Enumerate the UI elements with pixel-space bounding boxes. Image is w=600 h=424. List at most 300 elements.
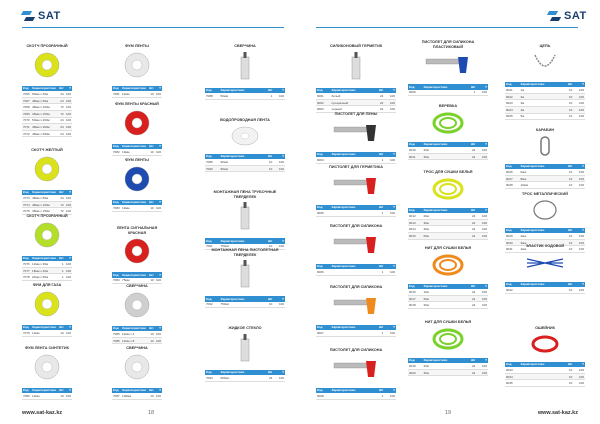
table-row [22, 104, 72, 111]
table-header: Шт [563, 228, 574, 234]
table-cell: 100 [573, 93, 585, 100]
table-row [316, 330, 396, 336]
table-cell: 19мм [121, 205, 148, 211]
table-header: Код [316, 264, 330, 270]
product-image [22, 290, 72, 323]
table-cell: 24 [466, 369, 477, 376]
spec-table [408, 84, 488, 96]
table-cell: 7070 [23, 118, 30, 123]
table-header: Т [155, 272, 162, 278]
table-header: Шт [466, 142, 477, 148]
product-block [408, 104, 488, 160]
product-image [112, 353, 162, 386]
spec-table [205, 370, 285, 382]
table-cell: 24 [374, 106, 385, 113]
table-header: Т [273, 296, 285, 302]
table-cell: 500мл [219, 375, 262, 381]
table-cell: 7090 [205, 165, 219, 172]
table-cell: 1 [58, 261, 65, 267]
table-header: Т [273, 238, 285, 244]
table-header: Код [112, 326, 121, 332]
spec-table [316, 388, 396, 400]
product-image [112, 109, 162, 142]
table-cell: 30м [422, 153, 465, 160]
table-cell: 100 [573, 239, 585, 246]
product-title: ЭЛАСТИК ХОДОВОЙ [525, 244, 565, 248]
table-cell: 100 [476, 289, 488, 295]
table-cell: 10 [263, 302, 274, 308]
table-header: Т [65, 256, 72, 262]
tape-roll-icon [112, 237, 162, 265]
table-cell: 12мм х 30м [31, 261, 58, 267]
table-cell: 7084 [113, 278, 120, 283]
table-header: Характеристики [121, 200, 148, 206]
product-block [408, 170, 488, 240]
table-header: Код [316, 325, 330, 331]
tape-roll-icon [22, 155, 72, 183]
table-cell: 100 [65, 111, 71, 116]
tape-roll-icon [112, 51, 162, 79]
table-cell: 9031 [505, 246, 519, 253]
table-header: Характеристики [219, 238, 262, 244]
table-cell: 7077 [23, 268, 30, 273]
table-cell: 7088 [205, 93, 219, 99]
spec-table [505, 362, 585, 387]
table-cell: 1 [374, 157, 385, 163]
product-title: МОНТАЖНАЯ ПЕНА ПИСТОЛЕТНАЯ ТВЕРДЕЛЕК [211, 248, 279, 257]
table-cell: 4м [519, 106, 562, 113]
table-cell: 7067 [23, 98, 30, 103]
product-block [205, 326, 285, 382]
product-image [205, 333, 285, 368]
table-cell: 7086 [113, 338, 120, 343]
spec-table [205, 88, 285, 100]
table-cell: 9002 [316, 99, 330, 106]
table-cell: 30м [422, 219, 465, 226]
table-cell: 9006 [316, 269, 330, 275]
table-cell: 12мм х 8 [121, 337, 148, 344]
table-cell: 4мм [519, 246, 562, 253]
spec-table [408, 284, 488, 309]
table-cell: 24 [466, 363, 477, 369]
spec-table [408, 208, 488, 240]
dog-collar-icon [505, 333, 585, 355]
table-cell: 24 [58, 195, 65, 201]
table-cell: 100 [476, 147, 488, 153]
table-header: Шт [466, 284, 477, 290]
product-image [112, 291, 162, 324]
table-cell: 100 [384, 210, 396, 216]
table-header: Т [155, 200, 162, 206]
header-divider [316, 27, 578, 28]
spec-table [408, 358, 488, 377]
spec-table [22, 388, 72, 400]
table-cell [519, 287, 562, 293]
table-cell: 7076 [23, 261, 30, 266]
table-header: Шт [149, 144, 154, 149]
table-cell: 10 [148, 205, 155, 211]
table-header: Шт [59, 86, 64, 91]
header-divider [22, 27, 284, 28]
product-block [112, 284, 162, 344]
table-cell: 20м [422, 147, 465, 153]
table-cell [519, 380, 562, 387]
table-cell: 10 [148, 393, 155, 399]
page-number: 18 [148, 410, 155, 416]
table-header: Характеристики [422, 284, 465, 290]
table-cell: 100 [384, 269, 396, 275]
table-cell: 9001 [316, 93, 330, 99]
table-cell: 10 [563, 169, 574, 175]
caulking-gun-icon [408, 51, 488, 77]
table-cell: 10 [58, 393, 65, 399]
table-cell: 100 [65, 118, 71, 123]
table-cell: 7069 [23, 111, 30, 116]
table-cell: 9029 [505, 233, 519, 239]
table-cell: 100 [155, 393, 161, 398]
table-cell: 750мл [219, 302, 262, 308]
tube-icon [205, 259, 285, 289]
table-cell: 7089 [205, 159, 219, 165]
tube-icon [316, 51, 396, 81]
table-header: Характеристики [121, 388, 148, 394]
table-cell: 40м [422, 226, 465, 233]
table-cell: 100 [384, 106, 396, 113]
product-image [408, 253, 488, 282]
product-block [316, 112, 396, 164]
table-cell: 10 [148, 149, 155, 155]
brand-logo [548, 10, 587, 22]
product-image [408, 177, 488, 206]
table-header: Код [205, 238, 219, 244]
product-image [505, 51, 585, 80]
spec-table [316, 205, 396, 217]
table-header: Код [505, 82, 519, 88]
table-cell: 7092 [205, 302, 219, 308]
product-image [205, 259, 285, 294]
product-title: ФУМ ЛЕНТЫ КРАСНЫЙ [115, 102, 159, 106]
table-cell: 10 [563, 287, 574, 293]
table-header: Т [384, 388, 396, 394]
table-header: Шт [149, 272, 154, 277]
table-header: Характеристики [330, 388, 373, 394]
table-header: Код [408, 142, 422, 148]
table-header: Характеристики [219, 370, 262, 376]
product-title: СКОТЧ ПРОЗРАЧНЫЙ [26, 44, 68, 48]
table-cell: 100 [573, 100, 585, 107]
table-header: Характеристики [121, 272, 148, 278]
table-cell: 7085 [113, 331, 120, 336]
table-cell: 12мм х 4 [121, 331, 148, 337]
table-header: Код [205, 370, 219, 376]
table-header: Характеристики [519, 228, 562, 234]
table-cell: 10 [263, 244, 274, 250]
tube-icon [205, 333, 285, 363]
table-cell: 100 [65, 91, 71, 96]
product-title: КАРАБИН [535, 128, 555, 132]
table-row [408, 369, 488, 376]
table-row [22, 330, 72, 336]
table-cell: 100 [65, 393, 71, 398]
table-row [112, 205, 162, 211]
table-cell: 48мм х 50м [31, 195, 58, 201]
table-header: Код [205, 296, 219, 302]
table-cell: 24 [58, 124, 65, 131]
table-cell: 9027 [505, 175, 519, 182]
table-row [505, 175, 585, 182]
rope-coil-icon [408, 111, 488, 135]
table-cell: 10 [58, 330, 65, 336]
product-title: СВЕРЧИНА [234, 44, 256, 48]
table-cell: 10 [563, 380, 574, 387]
table-cell: 20м [422, 363, 465, 369]
table-header: Т [155, 86, 162, 92]
spec-table [112, 326, 162, 345]
product-image [205, 51, 285, 86]
table-cell: 100 [476, 90, 488, 96]
table-row [408, 90, 488, 96]
table-cell: 100 [476, 232, 488, 239]
table-header: Код [22, 256, 31, 262]
table-cell: 1 [263, 93, 274, 99]
product-image [22, 353, 72, 386]
table-header: Характеристики [31, 325, 58, 331]
sat-logo-icon [548, 11, 561, 22]
table-header: Код [505, 164, 519, 170]
table-cell: 7072 [23, 131, 30, 136]
table-cell: 10 [563, 373, 574, 380]
table-cell: 100 [155, 331, 161, 336]
product-block [112, 226, 162, 284]
table-header: Код [408, 358, 422, 364]
table-cell: 100 [155, 91, 161, 96]
table-header: Т [65, 325, 72, 331]
table-header: Характеристики [422, 142, 465, 148]
tape-roll-icon [112, 353, 162, 381]
table-cell: 100 [476, 226, 488, 233]
table-cell: 24 [263, 375, 274, 381]
table-header: Характеристики [31, 86, 58, 92]
product-block [316, 348, 396, 400]
tape-roll-icon [112, 291, 162, 319]
product-title: ПИСТОЛЕТ ДЛЯ СИЛИКОНА [329, 224, 383, 228]
product-block [505, 128, 585, 189]
table-header: Код [112, 200, 121, 206]
table-header: Код [112, 272, 121, 278]
table-cell: 10м [422, 289, 465, 295]
table-cell [422, 90, 465, 96]
product-image [408, 327, 488, 356]
product-image [316, 119, 396, 150]
spec-table [316, 88, 396, 113]
table-cell: 9033 [505, 367, 519, 373]
table-cell: 9035 [505, 380, 519, 387]
tape-roll-icon [112, 109, 162, 137]
table-cell: 100мм [121, 393, 148, 399]
table-cell: 9005 [316, 210, 330, 216]
table-cell: 72 [58, 201, 65, 208]
table-row [408, 226, 488, 233]
table-cell: 9015 [408, 232, 422, 239]
product-image [205, 125, 285, 152]
table-header: Характеристики [219, 154, 262, 160]
table-header: Шт [374, 205, 385, 211]
table-header: Шт [263, 88, 274, 94]
table-header: Шт [466, 358, 477, 364]
rope-coil-icon [408, 253, 488, 277]
product-image [22, 221, 72, 254]
table-row [316, 157, 396, 163]
table-header: Шт [374, 152, 385, 158]
table-cell: 24 [58, 130, 65, 137]
table-row [112, 91, 162, 97]
table-row [112, 278, 162, 284]
table-cell: 9034 [505, 373, 519, 380]
table-cell: 7082 [113, 149, 120, 154]
table-cell [330, 157, 373, 163]
product-block [408, 320, 488, 376]
table-header: Характеристики [330, 205, 373, 211]
table-header: Шт [466, 84, 477, 90]
table-cell: 100 [573, 113, 585, 120]
product-title: СКОТЧ ЖЕЛТЫЙ [31, 148, 63, 152]
product-image [316, 355, 396, 386]
table-header: Т [155, 388, 162, 394]
spec-table [408, 142, 488, 161]
product-title: ПИСТОЛЕТ ДЛЯ СИЛИКОНА [329, 348, 383, 352]
table-cell: 6мм [519, 169, 562, 175]
table-row [205, 375, 285, 381]
product-title: ПИСТОЛЕТ ДЛЯ СИЛИКОНА [329, 285, 383, 289]
product-block [408, 40, 488, 96]
product-title: ТРОС МЕТАЛЛИЧЕСКИЙ [522, 192, 568, 196]
table-cell: 24 [374, 99, 385, 106]
tape-roll-icon [205, 125, 285, 147]
table-cell: 9020 [408, 369, 422, 376]
table-cell: 24 [58, 117, 65, 124]
table-cell: 100 [384, 393, 396, 399]
table-cell: 12мм [31, 330, 58, 336]
table-cell: черный [330, 106, 373, 113]
table-cell: 18мм х 40м [31, 267, 58, 274]
tape-roll-icon [22, 353, 72, 381]
spec-table [22, 190, 72, 215]
table-header: Код [316, 205, 330, 211]
table-cell: 12мм [31, 393, 58, 399]
bungee-cord-icon [505, 251, 585, 275]
rope-coil-icon [408, 177, 488, 201]
product-image [112, 165, 162, 198]
table-cell: 24 [466, 295, 477, 302]
product-title: СВЕРЧИНА [126, 346, 148, 350]
table-header: Код [205, 154, 219, 160]
table-header: Т [573, 282, 585, 288]
table-cell: 750мл [219, 244, 262, 250]
table-cell: 100 [573, 169, 585, 175]
table-row [505, 287, 585, 293]
table-cell: 100 [573, 380, 585, 387]
product-image [505, 333, 585, 360]
right-page [300, 0, 600, 424]
spec-table [205, 154, 285, 173]
table-row [205, 165, 285, 172]
table-header: Шт [563, 164, 574, 170]
table-header: Код [505, 362, 519, 368]
table-cell: 100 [65, 268, 71, 273]
table-row [505, 113, 585, 120]
table-cell: 10 [563, 100, 574, 107]
table-row [22, 130, 72, 137]
table-cell: 100 [476, 213, 488, 219]
table-header: Код [112, 86, 121, 92]
product-title: ОШЕЙНИК [535, 326, 555, 330]
table-cell: 100 [65, 124, 71, 129]
table-cell: 12мм [121, 91, 148, 97]
table-cell: 1 [58, 267, 65, 274]
table-cell [519, 373, 562, 380]
table-cell: 9019 [408, 363, 422, 369]
cable-icon [505, 199, 585, 221]
table-header: Шт [563, 282, 574, 288]
table-cell: 100 [476, 295, 488, 302]
tape-roll-icon [22, 51, 72, 79]
table-header: Код [22, 388, 31, 394]
product-title: ТРОС ДЛЯ СУШКИ БЕЛЬЯ [423, 170, 473, 174]
spec-table [22, 86, 72, 138]
table-header: Код [22, 325, 31, 331]
table-cell: 24 [374, 93, 385, 99]
table-cell: прозрачный [330, 99, 373, 106]
table-header: Характеристики [519, 362, 562, 368]
product-title: ВОДОПРОВОДНАЯ ЛЕНТА [220, 118, 270, 122]
table-cell: 50мм х 200м [31, 117, 58, 124]
table-header: Т [65, 190, 72, 196]
table-cell: 100 [273, 165, 285, 172]
table-row [316, 269, 396, 275]
table-header: Код [505, 282, 519, 288]
table-cell: 100 [273, 375, 285, 381]
table-cell: 1 [58, 274, 65, 281]
table-cell: 9026 [505, 169, 519, 175]
table-cell: 9016 [408, 289, 422, 295]
table-cell: 7075 [23, 209, 30, 214]
product-image [408, 111, 488, 140]
table-cell: 7078 [23, 275, 30, 280]
table-header: Код [408, 84, 422, 90]
table-cell: 50мм [219, 93, 262, 99]
table-header: Т [384, 88, 396, 94]
table-header: Код [22, 86, 31, 92]
table-row [22, 110, 72, 117]
table-cell: 30м [422, 302, 465, 309]
table-cell: 48мм х 150м [31, 208, 58, 215]
spec-table [22, 325, 72, 337]
table-row [408, 232, 488, 239]
table-cell: 3м [519, 100, 562, 107]
table-cell: 24 [466, 219, 477, 226]
product-image [205, 201, 285, 236]
product-block [408, 246, 488, 309]
product-block [112, 158, 162, 212]
table-row [112, 393, 162, 399]
product-block [22, 214, 72, 281]
spec-table [205, 296, 285, 308]
table-row [316, 393, 396, 399]
table-cell: 1 [374, 330, 385, 336]
spec-table [112, 144, 162, 156]
table-cell: 7074 [23, 202, 30, 207]
table-cell: 9025 [505, 113, 519, 120]
